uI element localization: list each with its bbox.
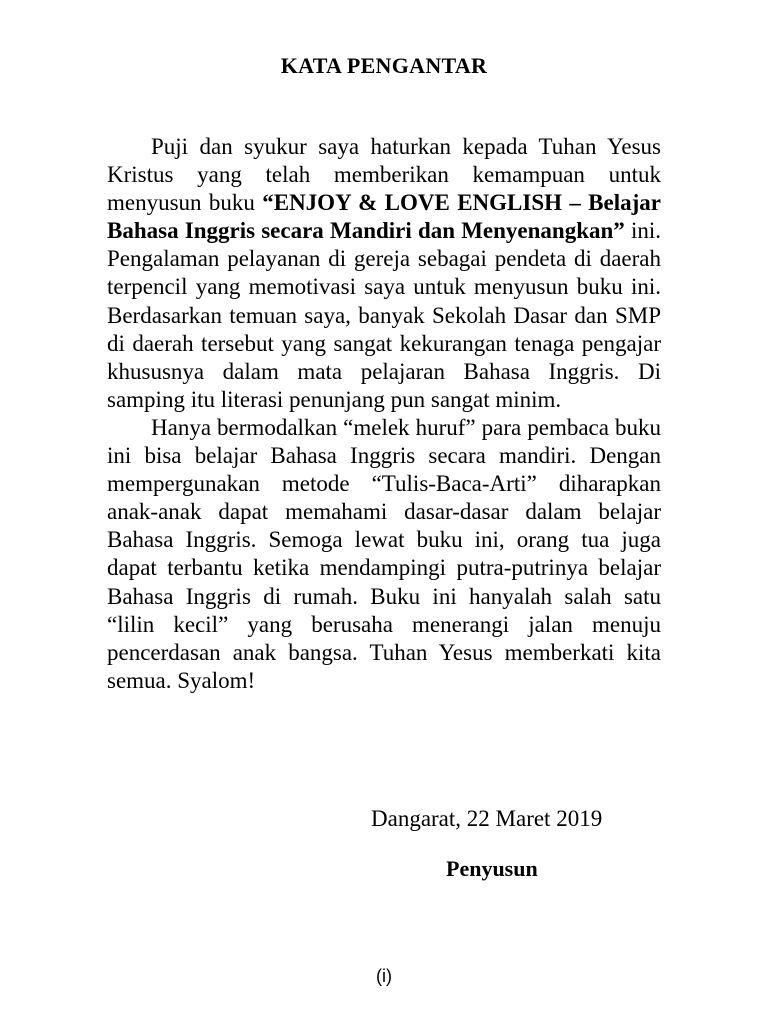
paragraph-2: Hanya bermodalkan “melek huruf” para pembaca buku ini bisa belajar Bahasa Inggris secara mandiri. Dengan mempergunakan metode “Tulis-Baca-Arti” diharapkan anak-anak dapat memahami dasar-dasar dalam belajar Bahasa Inggris. Semoga lewat buku ini, orang tua juga dapat terbantu ketika mendampingi putra-putrinya belajar Bahasa Inggris di rumah. Buku ini hanyalah salah satu “lilin kecil” yang berusaha menerangi jalan menuju pencerdasan anak bangsa. Tuhan Yesus memberkati kita semua. Syalom! bbox=[107, 414, 661, 693]
paragraph-1 bbox=[107, 133, 661, 414]
place-date: Dangarat, 22 Maret 2019 bbox=[371, 806, 603, 831]
signature: Penyusun bbox=[446, 856, 538, 881]
page-number: (i) bbox=[376, 966, 392, 986]
body-text bbox=[107, 133, 661, 695]
page-title: KATA PENGANTAR bbox=[280, 53, 488, 78]
book-title: “ENJOY & LOVE ENGLISH – Belajar Bahasa Inggris secara Mandiri dan Menyenangkan” bbox=[107, 190, 661, 244]
paragraph-1-intro: Puji dan syukur saya haturkan kepada Tuhan Yesus Kristus yang telah memberikan kemampuan untuk menyusun buku bbox=[107, 134, 661, 216]
paragraph-1-rest: ini. Pengalaman pelayanan di gereja sebagai pendeta di daerah terpencil yang memotivasi saya untuk menyusun buku ini. Berdasarkan temuan saya, banyak Sekolah Dasar dan SMP di daerah tersebut yang sangat kekurangan tenaga pengajar khususnya dalam mata pelajaran Bahasa Inggris. Di samping itu literasi penunjang pun sangat minim. bbox=[107, 218, 662, 412]
